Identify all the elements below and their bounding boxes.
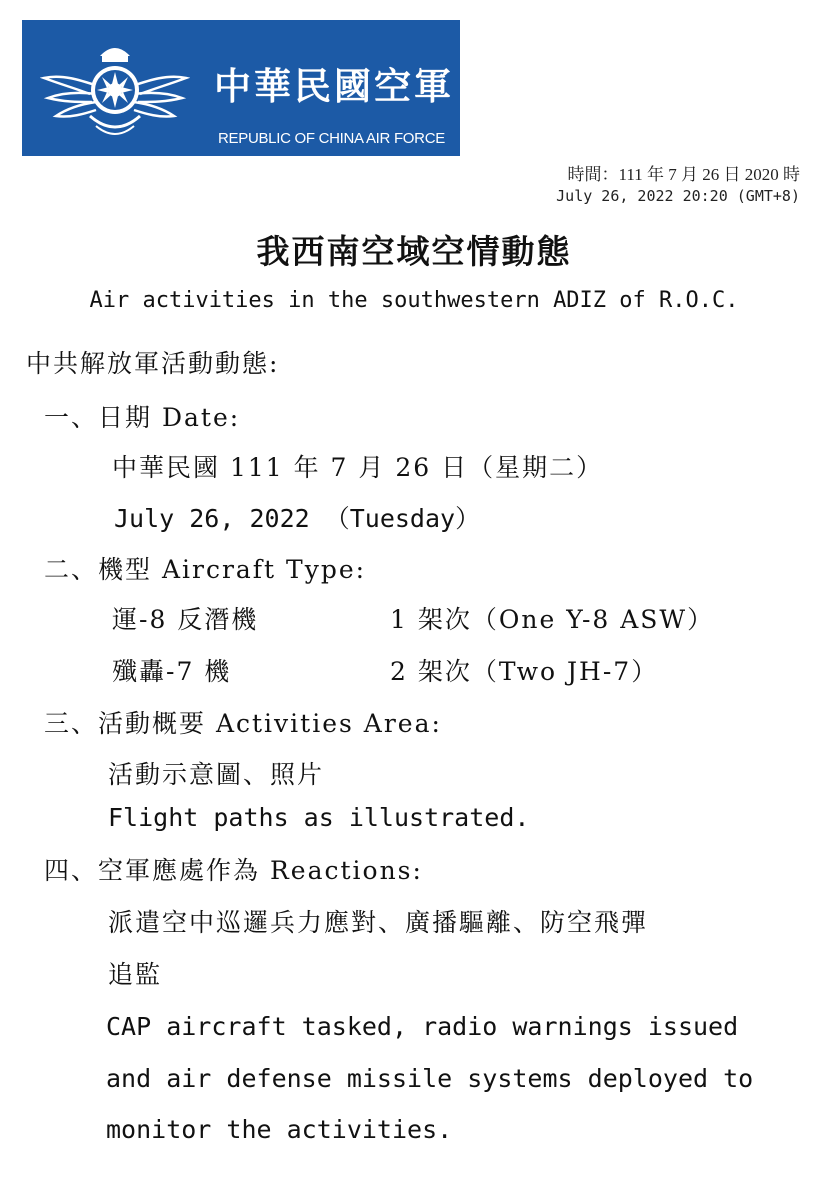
timestamp-chinese: 時間：111 年 7 月 26 日 2020 時 xyxy=(567,165,800,184)
section-area-label: 三、活動概要 Activities Area: xyxy=(44,709,442,738)
reactions-english-line-2: and air defense missile systems deployed to xyxy=(106,1064,754,1093)
reactions-chinese-line-1: 派遣空中巡邏兵力應對、廣播驅離、防空飛彈 xyxy=(108,908,649,937)
section-date-label: 一、日期 Date: xyxy=(44,403,241,432)
area-chinese: 活動示意圖、照片 xyxy=(108,760,325,789)
timestamp-english: July 26, 2022 20:20 (GMT+8) xyxy=(556,187,800,205)
air-force-emblem-icon xyxy=(40,34,190,144)
aircraft-count: 1 架次（One Y-8 ASW） xyxy=(390,605,715,634)
area-english: Flight paths as illustrated. xyxy=(108,803,530,832)
aircraft-name: 殲轟-7 機 xyxy=(112,657,232,686)
reactions-english-line-3: monitor the activities. xyxy=(106,1115,453,1144)
section-aircraft-label: 二、機型 Aircraft Type: xyxy=(44,555,367,584)
reactions-chinese-line-2: 追監 xyxy=(108,960,163,989)
section-reactions-label: 四、空軍應處作為 Reactions: xyxy=(44,856,423,885)
banner-title-chinese: 中華民國空軍 xyxy=(214,65,454,108)
banner-title-english: REPUBLIC OF CHINA AIR FORCE xyxy=(218,130,445,147)
page-title-english: Air activities in the southwestern ADIZ of R.O.C. xyxy=(89,288,739,313)
aircraft-count: 2 架次（Two JH-7） xyxy=(390,657,659,686)
date-english: July 26, 2022 （Tuesday） xyxy=(114,504,481,533)
aircraft-name: 運-8 反潛機 xyxy=(112,605,259,634)
logo-banner xyxy=(22,20,460,156)
reactions-english-line-1: CAP aircraft tasked, radio warnings issued xyxy=(106,1012,739,1041)
page-title-chinese: 我西南空域空情動態 xyxy=(256,232,572,271)
intro-line: 中共解放軍活動動態: xyxy=(26,349,280,378)
date-chinese: 中華民國 111 年 7 月 26 日（星期二） xyxy=(112,453,604,482)
